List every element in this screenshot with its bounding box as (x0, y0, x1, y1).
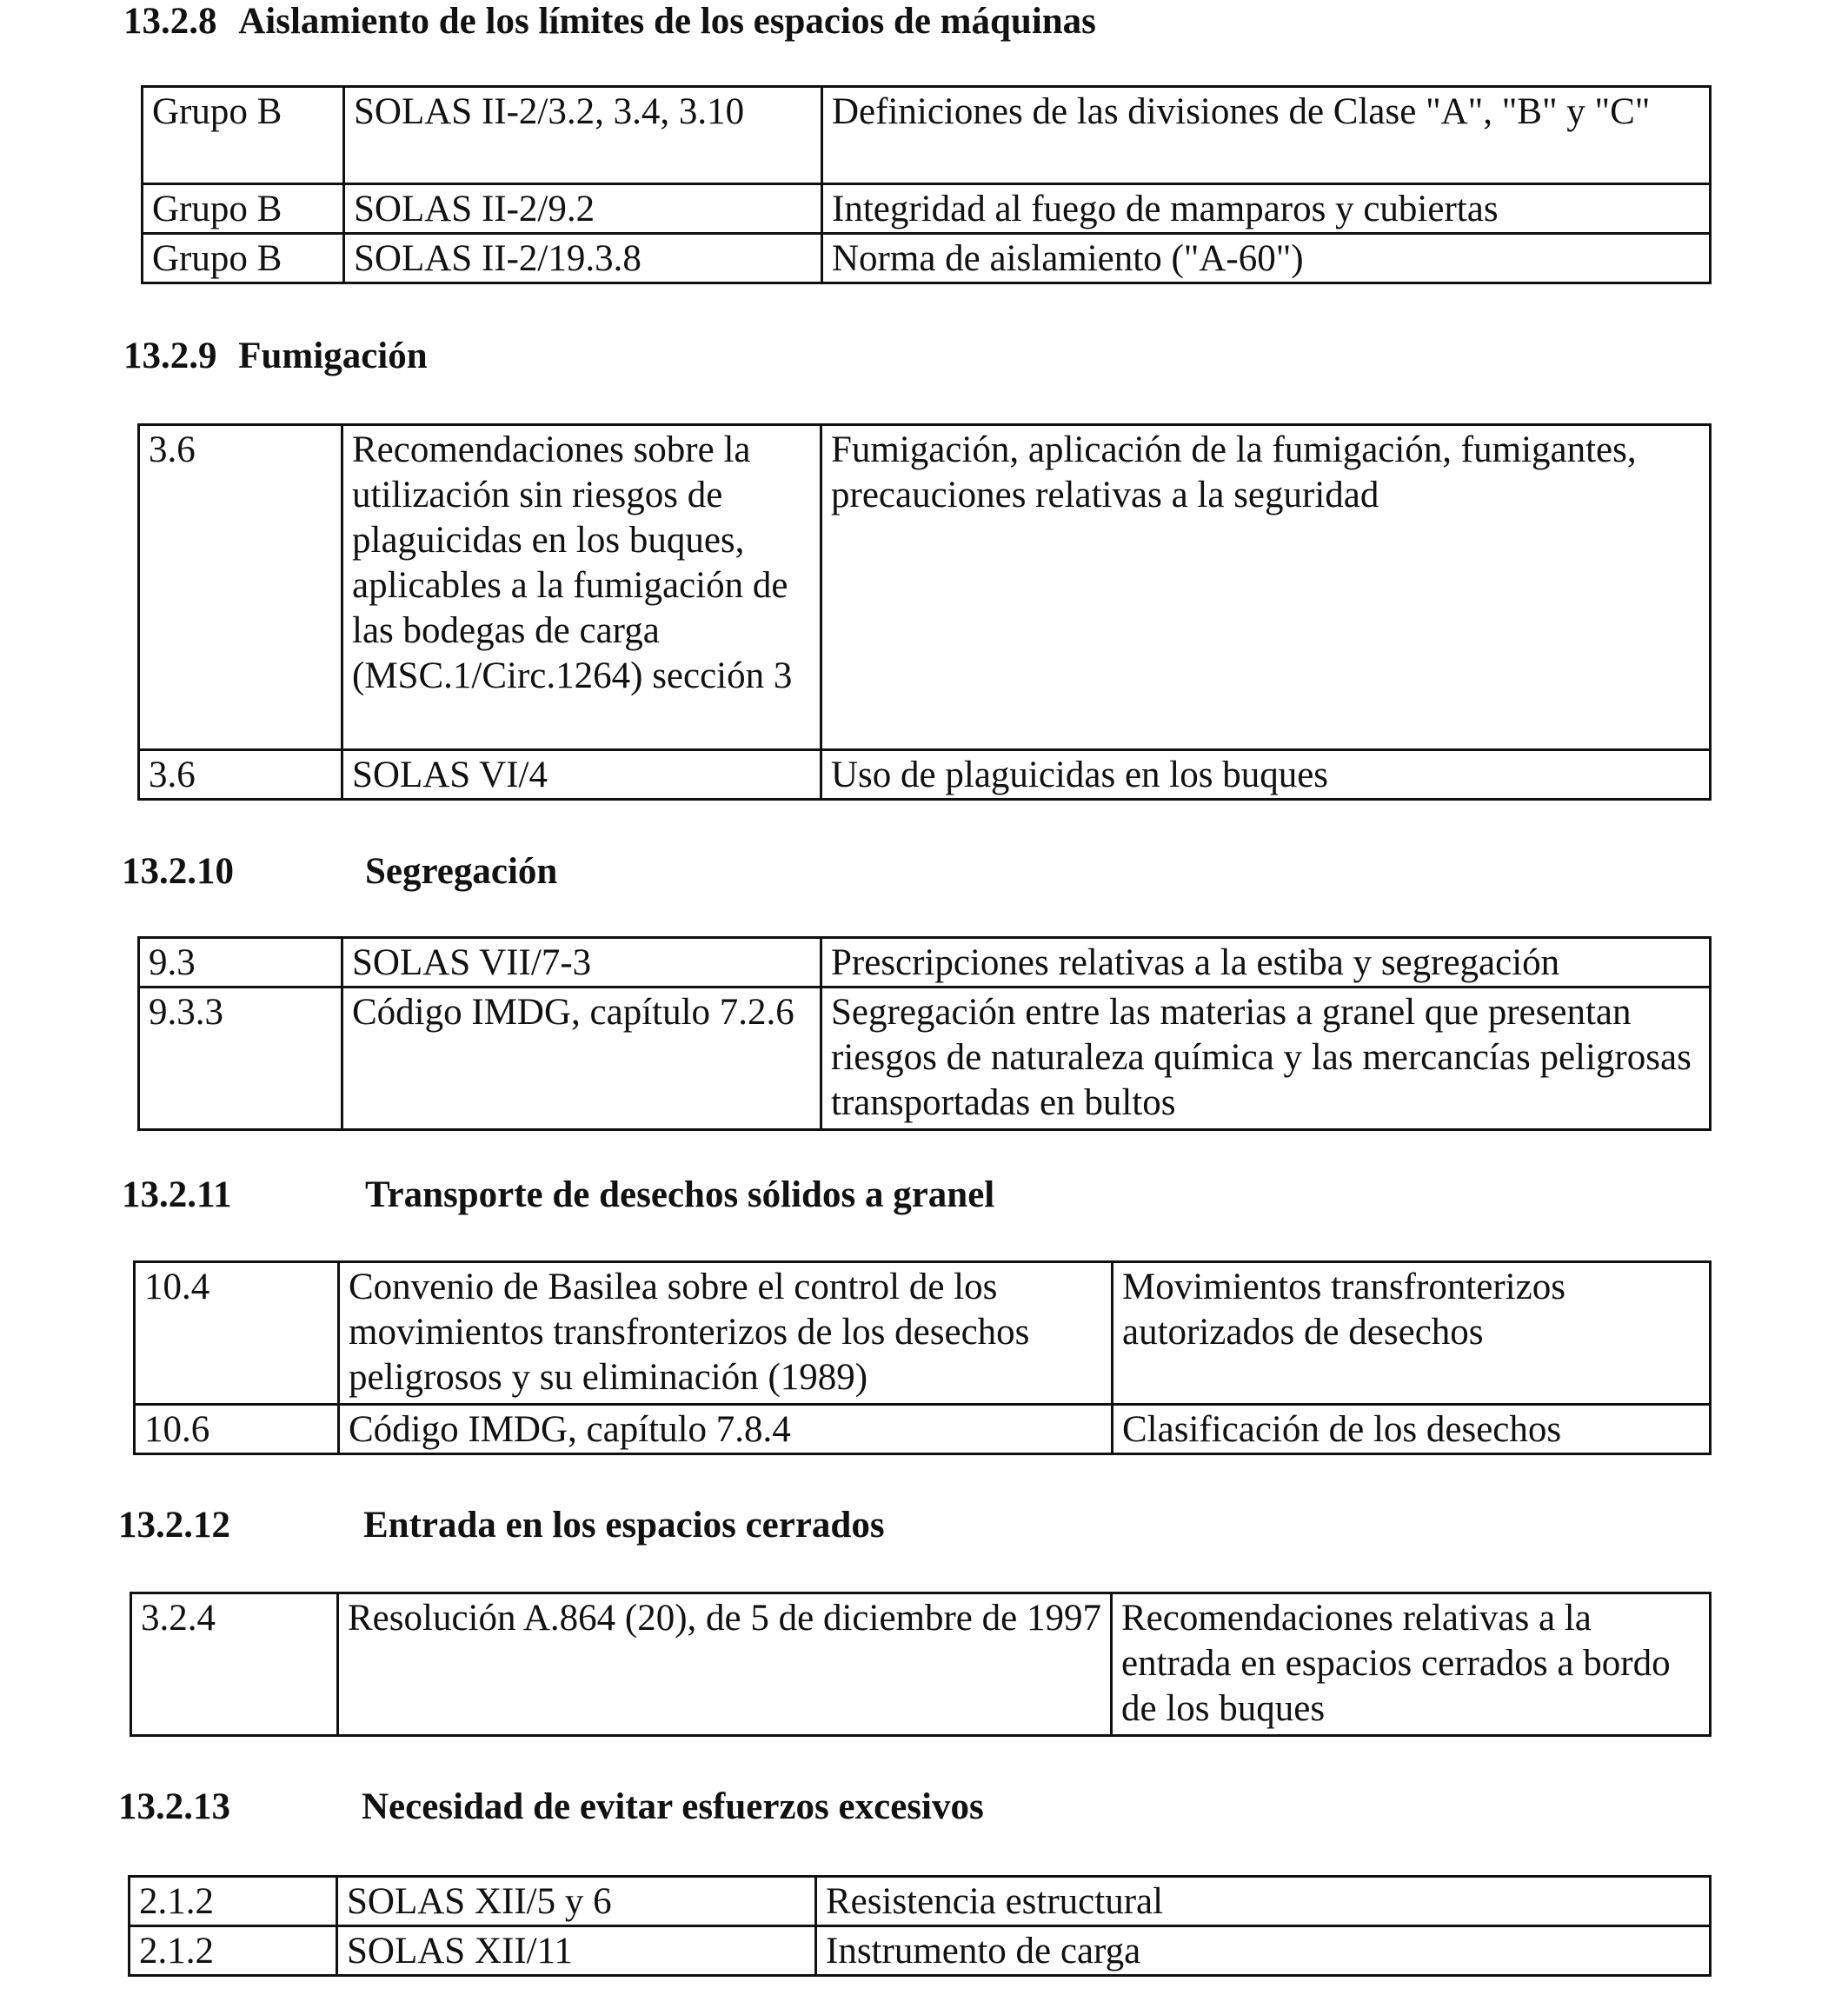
section-number: 13.2.12 (118, 1505, 230, 1546)
reference-table-13-2-10 (137, 936, 1712, 1131)
section-number: 13.2.11 (122, 1174, 232, 1215)
table-cell: SOLAS II-2/3.2, 3.4, 3.10 (344, 87, 822, 184)
table-cell: Movimientos transfronterizos autorizados de desechos (1113, 1262, 1711, 1405)
table-row (130, 1926, 1711, 1976)
table-row (130, 1877, 1711, 1926)
reference-table-13-2-8 (141, 85, 1712, 284)
table-cell: Código IMDG, capítulo 7.2.6 (342, 988, 821, 1130)
table-cell: Código IMDG, capítulo 7.8.4 (339, 1405, 1113, 1454)
section-title: Necesidad de evitar esfuerzos excesivos (362, 1786, 984, 1827)
table-cell: 3.2.4 (131, 1593, 338, 1736)
table-row (143, 184, 1711, 234)
table-cell: SOLAS VII/7-3 (342, 938, 821, 988)
section-number: 13.2.8 (123, 1, 217, 42)
section-heading-13-2-12 (118, 1504, 885, 1547)
table-cell: Recomendaciones relativas a la entrada en espacios cerrados a bordo de los buques (1112, 1593, 1711, 1736)
table-row (143, 87, 1711, 184)
table-cell: 10.6 (135, 1405, 339, 1454)
section-title: Entrada en los espacios cerrados (363, 1505, 885, 1546)
table-cell: Recomendaciones sobre la utilización sin riesgos de plaguicidas en los buques, aplicables a la fumigación de las bodegas de carga (MSC.1/Circ.1264) sección 3 (342, 425, 821, 750)
table-cell: Resistencia estructural (816, 1877, 1711, 1926)
section-number: 13.2.13 (118, 1786, 230, 1827)
table-cell: SOLAS VI/4 (342, 750, 821, 800)
table-row (135, 1405, 1711, 1454)
section-title: Aislamiento de los límites de los espacios de máquinas (238, 1, 1096, 42)
table-cell: Segregación entre las materias a granel que presentan riesgos de naturaleza química y las mercancías peligrosas transportadas en bultos (821, 988, 1711, 1130)
section-title: Segregación (365, 851, 558, 892)
table-cell: SOLAS XII/11 (337, 1926, 816, 1976)
table-cell: Clasificación de los desechos (1113, 1405, 1711, 1454)
table-cell: Resolución A.864 (20), de 5 de diciembre de 1997 (338, 1593, 1112, 1736)
table-cell: Convenio de Basilea sobre el control de los movimientos transfronterizos de los desechos peligrosos y su eliminación (1989) (339, 1262, 1113, 1405)
table-row (131, 1593, 1711, 1736)
table-cell: 9.3.3 (139, 988, 342, 1130)
table-cell: 3.6 (139, 425, 342, 750)
table-row (143, 234, 1711, 283)
table-cell: Uso de plaguicidas en los buques (821, 750, 1711, 800)
section-heading-13-2-9 (123, 335, 428, 378)
table-cell: Instrumento de carga (816, 1926, 1711, 1976)
table-cell: Definiciones de las divisiones de Clase "A", "B" y "C" (822, 87, 1711, 184)
table-row (139, 750, 1711, 800)
table-cell: Grupo B (143, 87, 344, 184)
table-row (139, 988, 1711, 1130)
section-heading-13-2-13 (118, 1786, 984, 1829)
table-cell: Norma de aislamiento ("A-60") (822, 234, 1711, 283)
section-heading-13-2-10 (122, 850, 557, 894)
section-number: 13.2.9 (123, 336, 217, 376)
table-cell: Integridad al fuego de mamparos y cubiertas (822, 184, 1711, 234)
table-cell: 2.1.2 (130, 1877, 337, 1926)
table-row (139, 938, 1711, 988)
reference-table-13-2-9 (137, 423, 1712, 801)
table-row (135, 1262, 1711, 1405)
table-cell: SOLAS II-2/9.2 (344, 184, 822, 234)
section-title: Transporte de desechos sólidos a granel (365, 1174, 995, 1215)
section-title: Fumigación (238, 336, 428, 376)
table-cell: Grupo B (143, 184, 344, 234)
reference-table-13-2-13 (128, 1875, 1712, 1977)
section-heading-13-2-11 (122, 1174, 994, 1217)
reference-table-13-2-12 (130, 1592, 1712, 1737)
table-cell: Fumigación, aplicación de la fumigación, fumigantes, precauciones relativas a la seguridad (821, 425, 1711, 750)
table-cell: Prescripciones relativas a la estiba y segregación (821, 938, 1711, 988)
table-cell: 2.1.2 (130, 1926, 337, 1976)
table-cell: Grupo B (143, 234, 344, 283)
section-number: 13.2.10 (122, 851, 234, 892)
table-cell: 9.3 (139, 938, 342, 988)
table-cell: SOLAS XII/5 y 6 (337, 1877, 816, 1926)
table-cell: SOLAS II-2/19.3.8 (344, 234, 822, 283)
table-cell: 3.6 (139, 750, 342, 800)
reference-table-13-2-11 (133, 1260, 1712, 1455)
table-row (139, 425, 1711, 750)
table-cell: 10.4 (135, 1262, 339, 1405)
section-heading-13-2-8 (123, 0, 1096, 43)
